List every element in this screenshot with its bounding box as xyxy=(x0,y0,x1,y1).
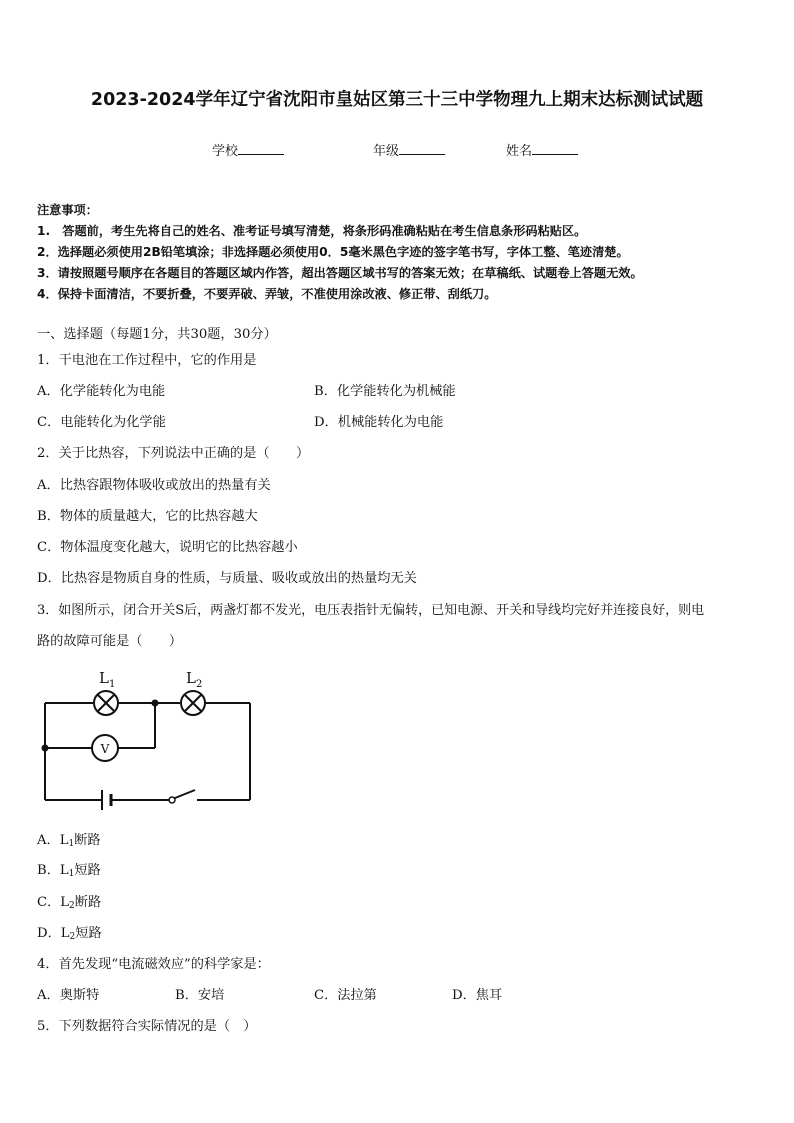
school-field xyxy=(212,140,284,159)
junction-dot xyxy=(42,745,49,752)
question-1-stem: 1．干电池在工作过程中，它的作用是 xyxy=(37,353,257,368)
q2-option-d[interactable]: D．比热容是物质自身的性质，与质量、吸收或放出的热量均无关 xyxy=(37,571,417,586)
note-item: 2．选择题必须使用2B铅笔填涂；非选择题必须使用0．5毫米黑色字迹的签字笔书写，字体工整、笔迹清楚。 xyxy=(37,245,629,259)
note-item: 3．请按照题号顺序在各题目的答题区域内作答，超出答题区域书写的答案无效；在草稿纸、试题卷上答题无效。 xyxy=(37,266,643,280)
q2-option-c[interactable]: C．物体温度变化越大，说明它的比热容越小 xyxy=(37,540,298,555)
note-item: 1. 答题前，考生先将自己的姓名、准考证号填写清楚，将条形码准确粘贴在考生信息条形码粘贴区。 xyxy=(37,224,587,238)
name-field xyxy=(506,140,578,159)
name-blank[interactable] xyxy=(532,141,578,155)
q1-option-c[interactable]: C．电能转化为化学能 xyxy=(37,415,166,430)
q4-option-d[interactable]: D．焦耳 xyxy=(452,988,503,1003)
circuit-diagram xyxy=(37,664,257,814)
question-5-stem: 5．下列数据符合实际情况的是（ ） xyxy=(37,1019,257,1034)
lamp-l1-label: $L_1$ xyxy=(99,669,116,690)
school-label: 学校 xyxy=(212,144,239,159)
q2-option-b[interactable]: B．物体的质量越大，它的比热容越大 xyxy=(37,509,258,524)
lamp-l2-label: $L_2$ xyxy=(186,669,203,690)
grade-blank[interactable] xyxy=(399,141,445,155)
switch-contact xyxy=(169,797,175,803)
question-3-stem-cont: 路的故障可能是（ ） xyxy=(37,634,183,649)
q1-option-d[interactable]: D．机械能转化为电能 xyxy=(314,415,444,430)
junction-dot xyxy=(152,700,159,707)
q2-option-a[interactable]: A．比热容跟物体吸收或放出的热量有关 xyxy=(37,478,271,493)
name-label: 姓名 xyxy=(506,144,533,159)
q4-option-c[interactable]: C．法拉第 xyxy=(314,988,377,1003)
q3-option-a[interactable]: A．$L_1$断路 xyxy=(37,833,101,849)
lamp-l2 xyxy=(181,691,205,715)
grade-field xyxy=(373,140,445,159)
q3-option-d[interactable]: D．$L_2$短路 xyxy=(37,926,102,942)
lamp-l1 xyxy=(94,691,118,715)
q4-option-a[interactable]: A．奥斯特 xyxy=(37,988,100,1003)
notes-heading: 注意事项： xyxy=(37,203,98,217)
question-4-stem: 4．首先发现“电流磁效应”的科学家是： xyxy=(37,957,270,972)
section-heading: 一、选择题（每题1分，共30题，30分） xyxy=(37,327,277,342)
note-item: 4．保持卡面清洁，不要折叠，不要弄破、弄皱，不准使用涂改液、修正带、刮纸刀。 xyxy=(37,287,497,301)
exam-title: 2023-2024学年辽宁省沈阳市皇姑区第三十三中学物理九上期末达标测试试题 xyxy=(90,90,704,110)
q4-option-b[interactable]: B．安培 xyxy=(175,988,225,1003)
question-3-stem: 3．如图所示，闭合开关S后，两盏灯都不发光，电压表指针无偏转，已知电源、开关和导线均完好并连接良好，则电 xyxy=(37,603,705,618)
q1-option-b[interactable]: B．化学能转化为机械能 xyxy=(314,384,456,399)
school-blank[interactable] xyxy=(238,141,284,155)
q3-option-c[interactable]: C．$L_2$断路 xyxy=(37,895,102,911)
q3-option-b[interactable]: B．$L_1$短路 xyxy=(37,863,101,879)
grade-label: 年级 xyxy=(373,144,400,159)
question-2-stem: 2．关于比热容，下列说法中正确的是（ ） xyxy=(37,446,310,461)
voltmeter-label: V xyxy=(100,742,110,756)
q1-option-a[interactable]: A．化学能转化为电能 xyxy=(37,384,166,399)
